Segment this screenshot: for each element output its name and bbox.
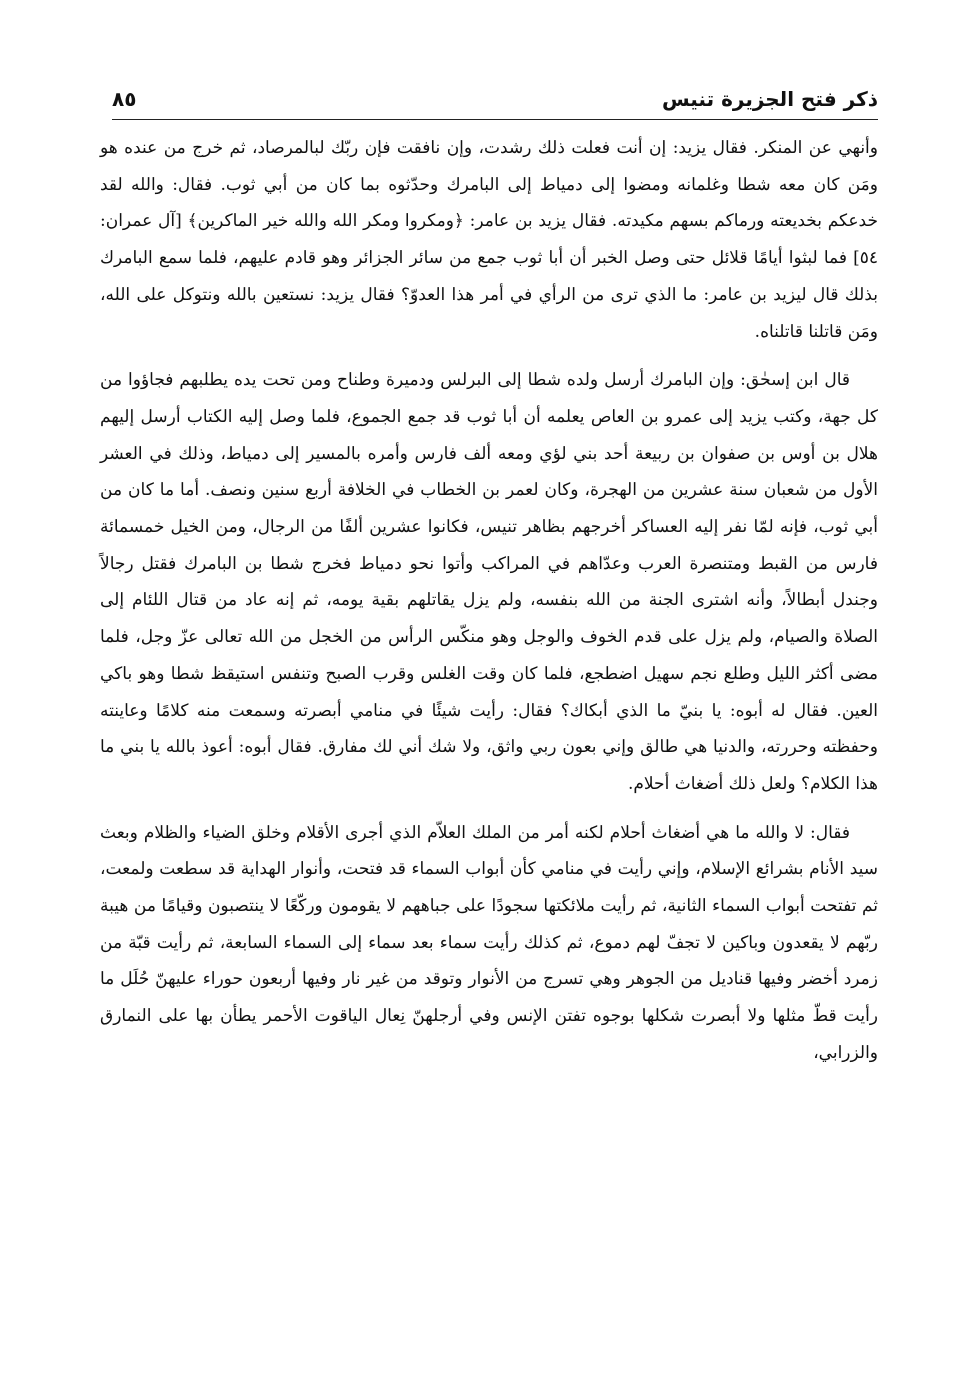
page-number: ٨٥ <box>112 87 137 111</box>
paragraph-2: قال ابن إسحٰق: وإن البامرك أرسل ولده شطا إلى البرلس ودميرة وطناح ومن تحت يده يطلبهم فجاؤوا من كل جهة، وكتب يزيد إلى عمرو بن العاص يعلمه أن أبا ثوب قد جمع الجموع، فلما وصل إليه الكتاب أرسل إليهم هلال بن أوس بن صفوان بن ربيعة أحد بني لؤي ومعه ألف فارس وأمره بالمسير إلى دمياط، وذلك في العشر الأول من شعبان سنة عشرين من الهجرة، وكان لعمر بن الخطاب في الخلافة أربع سنين ونصف. أما ما كان من أبي ثوب، فإنه لمّا نفر إليه العساكر أخرجهم بظاهر تنيس، فكانوا عشرين ألفًا من الرجال، ومن الخيل خمسمائة فارس من القبط ومتنصرة العرب وعدّاهم في المراكب وأتوا نحو دمياط فخرج شطا بن البامرك فقتل رجالاً وجندل أبطالاً، وأنه اشترى الجنة من الله بنفسه، ولم يزل يقاتلهم بقية يومه، ثم إنه عاد من قتال اللئام إلى الصلاة والصيام، ولم يزل على قدم الخوف والوجل وهو منكّس الرأس من الخجل من الله تعالى عزّ وجل، فلما مضى أكثر الليل وطلع نجم سهيل اضطجع، فلما كان وقت الغلس وقرب الصبح وتنفس استيقظ شطا وهو باكي العين. فقال له أبوه: يا بنيّ ما الذي أبكاك؟ فقال: رأيت شيئًا في منامي أبصرته وسمعت منه كلامًا وعاينته وحفظته وحررته، والدنيا هي طالق وإني بعون ربي واثق، ولا شك أني لك مفارق. فقال أبوه: أعوذ بالله يا بني ما هذا الكلام؟ ولعل ذلك أضغاث أحلام. <box>100 370 879 794</box>
header-rule <box>112 119 878 120</box>
paragraph-3: فقال: لا والله ما هي أضغاث أحلام لكنه أمر من الملك العلاّم الذي أجرى الأقلام وخلق الضياء والظلام وبعث سيد الأنام بشرائع الإسلام، وإني رأيت في منامي كأن أبواب السماء قد فتحت، وأنوار الهداية قد سطعت ولمعت، ثم تفتحت أبواب السماء الثانية، ثم رأيت ملائكتها سجودًا على جباههم لا يقومون وركّعًا لا ينتصبون وقيامًا من هيبة ربّهم لا يقعدون وباكين لا تجفّ لهم دموع، ثم كذلك رأيت سماء بعد سماء إلى السماء السابعة، ثم رأيت قبّة من زمرد أخضر وفيها قناديل من الجوهر وهي تسرج من الأنوار وتوقد من غير نار وفيها أربعون حوراء عليهنّ حُلَل ما رأيت قطّ مثلها ولا أبصرت شكلها بوجوه تفتن الإنس وفي أرجلهنّ نِعال الياقوت الأحمر يطأن بها على النمارق والزرابي، <box>100 822 878 1063</box>
running-title: ذكر فتح الجزيرة تنيس <box>662 87 878 111</box>
body-text <box>100 130 878 1072</box>
page-header <box>112 84 878 118</box>
paragraph-1: وأنهي عن المنكر. فقال يزيد: إن أنت فعلت ذلك رشدت، وإن نافقت فإن ربّك لبالمرصاد، ثم خرج من عنده هو ومَن كان معه شطا وغلمانه ومضوا إلى دمياط إلى البامرك وحدّثوه بما كان من أبي ثوب. فقال: والله لقد خدعكم بخديعته ورماكم بسهم مكيدته. فقال يزيد بن عامر: ﴿ومكروا ومكر الله والله خير الماكرين﴾ [آل عمران: ٥٤] فما لبثوا أيامًا قلائل حتى وصل الخبر أن أبا ثوب جمع من سائر الجزائر وهو قادم عليهم، فلما سمع البامرك بذلك قال ليزيد بن عامر: ما الذي ترى من الرأي في أمر هذا العدوّ؟ فقال يزيد: نستعين بالله ونتوكل على الله، ومَن قاتلنا قاتلناه. <box>100 138 878 342</box>
